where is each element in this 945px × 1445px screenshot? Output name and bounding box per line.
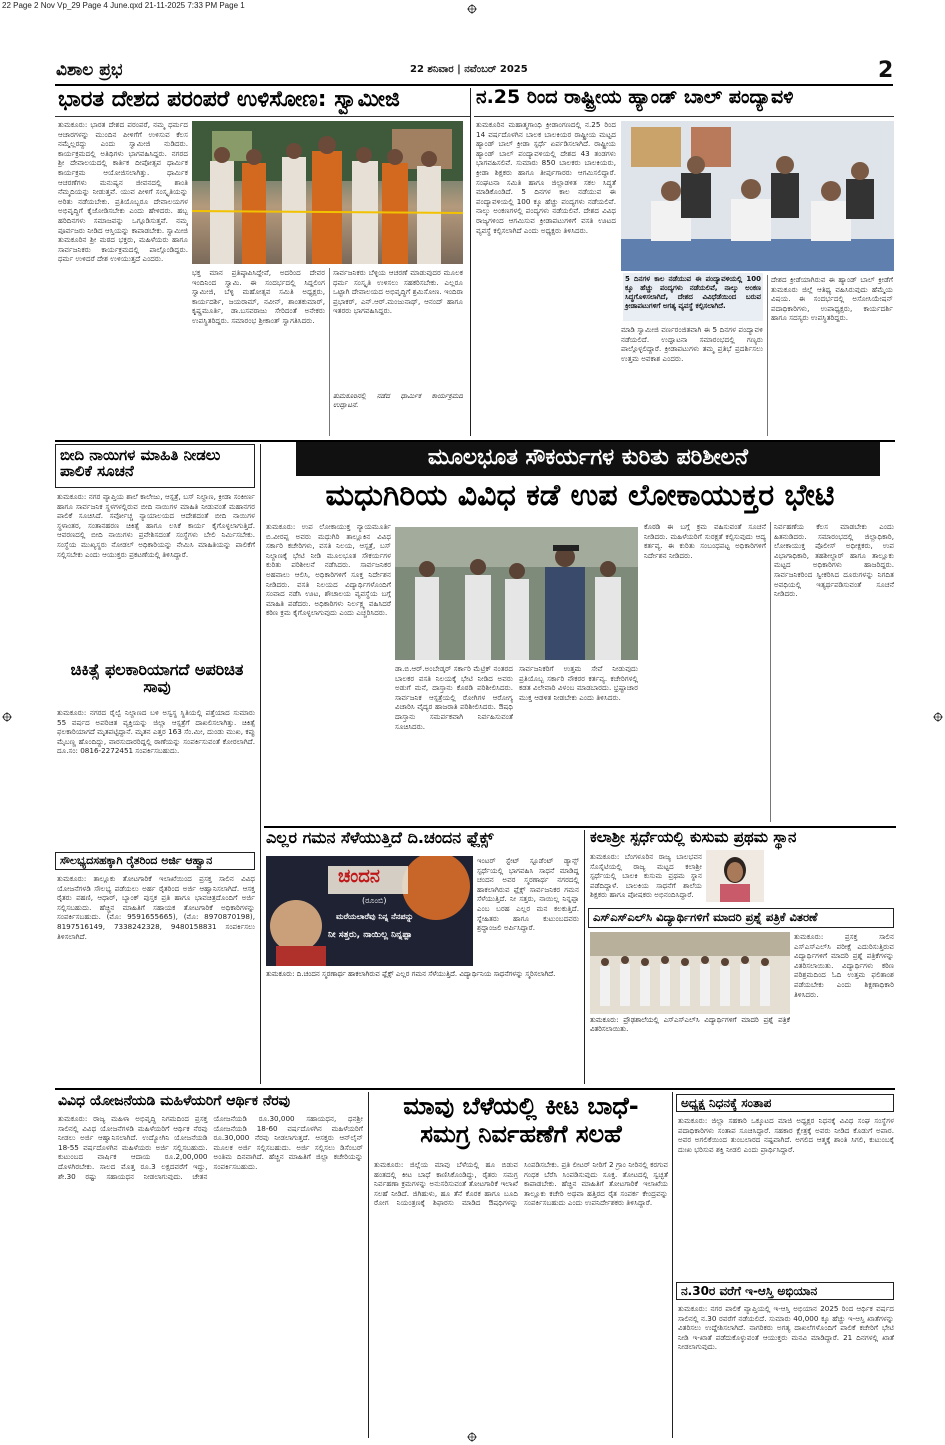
- print-slug: 22 Page 2 Nov Vp_29 Page 4 June.qxd 21-11-2025 7:33 PM Page 1: [2, 1, 245, 10]
- story4-headline: ಚಿಕಿತ್ಸೆ ಫಲಕಾರಿಯಾಗದೆ ಅಪರಿಚಿತ ಸಾವು: [70, 660, 244, 696]
- story11-headline-line2: ಸಮಗ್ರ ನಿರ್ವಹಣೆಗೆ ಸಲಹೆ: [420, 1120, 622, 1148]
- story6-headline: ಮಧುಗಿರಿಯ ವಿವಿಧ ಕಡೆ ಉಪ ಲೋಕಾಯುಕ್ತರ ಭೇಟಿ: [325, 478, 835, 513]
- column-divider: [368, 1092, 369, 1438]
- story12-body: ತುಮಕೂರು: ಜಿಲ್ಲಾ ಸಹಕಾರಿ ಒಕ್ಕೂಟದ ಮಾಜಿ ಅಧ್ಯಕ್ಷರ ನಿಧನಕ್ಕೆ ವಿವಿಧ ಸಂಘ ಸಂಸ್ಥೆಗಳ ಪದಾಧಿಕಾರಿಗಳು ಸಂತಾಪ ಸೂಚಿಸಿದ್ದಾರೆ. ಸಹಕಾರ ಕ್ಷೇತ್ರಕ್ಕೆ ಅವರು ನೀಡಿದ ಕೊಡುಗೆ ಅಪಾರ. ಅವರ ಅಗಲಿಕೆಯಿಂದ ತುಂಬಲಾರದ ನಷ್ಟವಾಗಿದೆ. ಅಗಲಿದ ಆತ್ಮಕ್ಕೆ ಶಾಂತಿ ಸಿಗಲಿ, ಕುಟುಂಬಕ್ಕೆ ದುಃಖ ಭರಿಸುವ ಶಕ್ತಿ ನೀಡಲಿ ಎಂದು ಪ್ರಾರ್ಥಿಸಿದ್ದಾರೆ.: [678, 1116, 894, 1154]
- story6-col3: ನಿರ್ವಹಣೆಯ ಕೆಲಸ ಮಾಡಬೇಕು ಎಂದು ಹಿತನುಡಿದರು. ಸಮಾರಂಭದಲ್ಲಿ ಜಿಲ್ಲಾಧಿಕಾರಿ, ಲೋಕಾಯುಕ್ತ ಪೊಲೀಸ್ ಅಧೀಕ್ಷಕರು, ಉಪ ವಿಭಾಗಾಧಿಕಾರಿ, ತಹಶೀಲ್ದಾರ್ ಹಾಗೂ ತಾಲ್ಲೂಕು ಮಟ್ಟದ ಅಧಿಕಾರಿಗಳು ಹಾಜರಿದ್ದರು. ಸಾರ್ವಜನಿಕರಿಂದ ಸ್ವೀಕರಿಸಿದ ದೂರುಗಳನ್ನು ನಿಗದಿತ ಅವಧಿಯಲ್ಲಿ ಇತ್ಯರ್ಥಪಡಿಸುವಂತೆ ಸೂಚನೆ ನೀಡಿದರು.: [774, 522, 894, 599]
- column-divider: [329, 268, 330, 436]
- story2-col2: ಮಾಡಿ ಸ್ವಾಮೀಜಿ ವರ್ಣರಂಜಿತವಾಗಿ ಈ 5 ದಿನಗಳ ಪಂದ್ಯಾವಳಿ ನಡೆಯಲಿದೆ. ಉದ್ಘಾಟನಾ ಸಮಾರಂಭದಲ್ಲಿ ಗಣ್ಯರು ಪಾಲ್ಗೊಳ್ಳಲಿದ್ದಾರೆ. ಕ್ರೀಡಾಪಟುಗಳು ತಮ್ಮ ಪ್ರತಿಭೆ ಪ್ರದರ್ಶಿಸಲು ಉತ್ತಮ ಅವಕಾಶ ಎಂದರು.: [621, 325, 763, 363]
- section-rule: [55, 1088, 895, 1090]
- column-divider: [770, 522, 771, 822]
- story2-caption: 5 ದಿನಗಳ ಕಾಲ ನಡೆಯುವ ಈ ಪಂದ್ಯಾವಳಿಯಲ್ಲಿ 100 ಕ್ಕೂ ಹೆಚ್ಚು ಪಂದ್ಯಗಳು ನಡೆಯಲಿವೆ, ನಾಲ್ಕು ಅಂಕಣ ಸಿದ್ಧಗೊಳಿಸಲಾಗಿದೆ, ದೇಶದ ವಿವಿಧೆಡೆಯಿಂದ ಬರುವ ಕ್ರೀಡಾಪಟುಗಳಿಗೆ ಅಗತ್ಯ ವ್ಯವಸ್ಥೆ ಕಲ್ಪಿಸಲಾಗಿದೆ.: [623, 273, 763, 321]
- story6-col2: ಡಾ.ಬಿ.ಆರ್.ಅಂಬೇಡ್ಕರ್ ಸರ್ಕಾರಿ ಮೆಟ್ರಿಕ್ ನಂತರದ ಬಾಲಕರ ವಸತಿ ನಿಲಯಕ್ಕೆ ಭೇಟಿ ನೀಡಿದ ಅವರು ಅಡುಗೆ ಮನೆ, ದಾಸ್ತಾನು ಕೊಠಡಿ ಪರಿಶೀಲಿಸಿದರು. ಸಾರ್ವಜನಿಕ ಆಸ್ಪತ್ರೆಯಲ್ಲಿ ರೋಗಿಗಳ ಆರೋಗ್ಯ ವಿಚಾರಿಸಿ ವೈದ್ಯರ ಹಾಜರಾತಿ ಪರಿಶೀಲಿಸಿದರು. ಔಷಧಿ ದಾಸ್ತಾನು ಸಮರ್ಪಕವಾಗಿ ನಿರ್ವಹಿಸುವಂತೆ ಸೂಚಿಸಿದರು.: [395, 664, 513, 731]
- story1-col1: ತುಮಕೂರು: ಭಾರತ ದೇಶದ ಪರಂಪರೆ, ನಮ್ಮ ಧರ್ಮದ ಆಚಾರಗಳನ್ನು ಮುಂದಿನ ಪೀಳಿಗೆಗೆ ಉಳಿಸುವ ಕೆಲಸ ನಮ್ಮೆಲ್ಲರದ್ದು ಎಂದು ಸ್ವಾಮೀಜಿ ನುಡಿದರು. ಕಾರ್ಯಕ್ರಮದಲ್ಲಿ ಅತಿಥಿಗಳು ಭಾಗವಹಿಸಿದ್ದರು. ನಗರದ ಶ್ರೀ ದೇವಾಲಯದಲ್ಲಿ ಕಾರ್ತಿಕ ದೀಪೋತ್ಸವ ಧಾರ್ಮಿಕ ಕಾರ್ಯಕ್ರಮ ಆಯೋಜಿಸಲಾಗಿತ್ತು. ಧಾರ್ಮಿಕ ಆಚರಣೆಗಳು ಮನುಷ್ಯನ ಜೀವನದಲ್ಲಿ ಶಾಂತಿ ನೆಮ್ಮದಿಯನ್ನು ನೀಡುತ್ತವೆ. ಯುವ ಪೀಳಿಗೆ ಸಂಸ್ಕೃತಿಯನ್ನು ಅರಿತು ನಡೆಯಬೇಕು. ಪ್ರತಿಯೊಬ್ಬರೂ ದೇವಾಲಯಗಳ ಅಭಿವೃದ್ಧಿಗೆ ಕೈಜೋಡಿಸಬೇಕು ಎಂದು ಹೇಳಿದರು. ಹಬ್ಬ ಹರಿದಿನಗಳು ಸಮಾಜವನ್ನು ಒಗ್ಗೂಡಿಸುತ್ತವೆ. ನಮ್ಮ ಪೂರ್ವಜರು ನೀಡಿದ ಆಸ್ತಿಯನ್ನು ಕಾಪಾಡಬೇಕು. ಸ್ವಾಮೀಜಿ ತುಮಕೂರಿನ ಶ್ರೀ ಮಠದ ಭಕ್ತರು, ಮಹಿಳೆಯರು ಹಾಗೂ ಸಾರ್ವಜನಿಕರು ಕಾರ್ಯಕ್ರಮದಲ್ಲಿ ಪಾಲ್ಗೊಂಡಿದ್ದರು. ಧರ್ಮ ಉಳಿದರೆ ದೇಶ ಉಳಿಯುತ್ತದೆ ಎಂದರು.: [58, 120, 188, 264]
- story2-col3: ದೇಶದ ಕ್ರೀಡೆಯಾಗಿರುವ ಈ ಹ್ಯಾಂಡ್ ಬಾಲ್ ಕ್ರೀಡೆಗೆ ತುಮಕೂರು ಜಿಲ್ಲೆ ಆತಿಥ್ಯ ವಹಿಸಿರುವುದು ಹೆಮ್ಮೆಯ ವಿಷಯ. ಈ ಸಂದರ್ಭದಲ್ಲಿ ಅಸೋಸಿಯೇಷನ್ ಪದಾಧಿಕಾರಿಗಳು, ಉಪಾಧ್ಯಕ್ಷರು, ಕಾರ್ಯದರ್ಶಿ ಹಾಗೂ ಸದಸ್ಯರು ಉಪಸ್ಥಿತರಿದ್ದರು.: [771, 275, 893, 323]
- lokayukta-visit-photo-icon: [395, 527, 638, 660]
- story7-flex-photo: [266, 856, 473, 966]
- story13-headline-box: [676, 1282, 894, 1300]
- story12-headline: ಅಧ್ಯಕ್ಷ ನಿಧನಕ್ಕೆ ಸಂತಾಪ: [681, 1096, 772, 1110]
- story5-headline: ಸೌಲಭ್ಯದಸಹಕ್ಕಾಗಿ ರೈತರಿಂದ ಅರ್ಜಿ ಆಹ್ವಾನ: [60, 854, 213, 867]
- story5-body: ತುಮಕೂರು: ತಾಲ್ಲೂಕು ತೋಟಗಾರಿಕೆ ಇಲಾಖೆಯಿಂದ ಪ್ರಸಕ್ತ ಸಾಲಿನ ವಿವಿಧ ಯೋಜನೆಗಳಡಿ ಸೌಲಭ್ಯ ಪಡೆಯಲು ಅರ್ಹ ರೈತರಿಂದ ಅರ್ಜಿ ಆಹ್ವಾನಿಸಲಾಗಿದೆ. ಆಸಕ್ತ ರೈತರು ಪಹಣಿ, ಆಧಾರ್, ಬ್ಯಾಂಕ್ ಪುಸ್ತಕ ಪ್ರತಿ ಹಾಗೂ ಭಾವಚಿತ್ರದೊಂದಿಗೆ ಅರ್ಜಿ ಸಲ್ಲಿಸಬಹುದು. ಹೆಚ್ಚಿನ ಮಾಹಿತಿಗೆ ಸಹಾಯಕ ತೋಟಗಾರಿಕೆ ಅಧಿಕಾರಿಗಳನ್ನು ಸಂಪರ್ಕಿಸಬಹುದು. (ಮೊ: 9591655665), (ಮೊ: 8970870198), 8197516149, 7338242328, 9480158831 ಸಂಪರ್ಕಿಸಲು ತಿಳಿಸಲಾಗಿದೆ.: [57, 874, 255, 941]
- story1-rule: [55, 116, 470, 117]
- flex-line1: ಮರೆಯಲಾರೆವು ನಿನ್ನ ನೆನಪನ್ನು: [336, 912, 414, 921]
- story3-body: ತುಮಕೂರು: ನಗರ ವ್ಯಾಪ್ತಿಯ ಶಾಲೆ ಕಾಲೇಜು, ಆಸ್ಪತ್ರೆ, ಬಸ್ ನಿಲ್ದಾಣ, ಕ್ರೀಡಾ ಸಂಕೀರ್ಣ ಹಾಗೂ ಸಾರ್ವಜನಿಕ ಸ್ಥಳಗಳಲ್ಲಿರುವ ಬೀದಿ ನಾಯಿಗಳ ಮಾಹಿತಿ ನೀಡುವಂತೆ ಮಹಾನಗರ ಪಾಲಿಕೆ ಸೂಚಿಸಿದೆ. ಸರ್ವೋಚ್ಚ ನ್ಯಾಯಾಲಯದ ಆದೇಶದಂತೆ ಬೀದಿ ನಾಯಿಗಳ ಸ್ಥಳಾಂತರ, ಸಂತಾನಹರಣ ಚಿಕಿತ್ಸೆ ಹಾಗೂ ಲಸಿಕೆ ಕಾರ್ಯ ಕೈಗೊಳ್ಳಲಾಗುತ್ತಿದೆ. ಆವರಣದಲ್ಲಿ ಬೀದಿ ನಾಯಿಗಳು ಪ್ರವೇಶಿಸದಂತೆ ಸಂಸ್ಥೆಗಳು ಬೇಲಿ ನಿರ್ಮಿಸಬೇಕು. ಸಂಸ್ಥೆಯ ಮುಖ್ಯಸ್ಥರು ನೋಡಲ್ ಅಧಿಕಾರಿಯನ್ನು ನೇಮಿಸಿ ಮಾಹಿತಿಯನ್ನು ಪಾಲಿಕೆಗೆ ಸಲ್ಲಿಸಬೇಕು ಎಂದು ಆಯುಕ್ತರು ಪ್ರಕಟಣೆಯಲ್ಲಿ ತಿಳಿಸಿದ್ದಾರೆ.: [57, 492, 255, 559]
- story5-headline-box: [55, 852, 255, 870]
- story7-caption: ತುಮಕೂರು: ದಿ.ಚಂದನ ಸ್ಮರಣಾರ್ಥ ಹಾಕಲಾಗಿರುವ ಫ್ಲೆಕ್ಸ್ ಎಲ್ಲರ ಗಮನ ಸೆಳೆಯುತ್ತಿದೆ. ವಿದ್ಯಾರ್ಥಿನಿಯ ಸಾಧನೆಗಳನ್ನು ಸ್ಮರಿಸಲಾಗಿದೆ.: [266, 970, 556, 978]
- inauguration-photo-icon: [192, 121, 463, 264]
- story4-body: ತುಮಕೂರು: ನಗರದ ರೈಲ್ವೆ ನಿಲ್ದಾಣದ ಬಳಿ ಅಸ್ವಸ್ಥ ಸ್ಥಿತಿಯಲ್ಲಿ ಪತ್ತೆಯಾದ ಸುಮಾರು 55 ವರ್ಷದ ಅಪರಿಚಿತ ವ್ಯಕ್ತಿಯನ್ನು ಜಿಲ್ಲಾ ಆಸ್ಪತ್ರೆಗೆ ದಾಖಲಿಸಲಾಗಿತ್ತು. ಚಿಕಿತ್ಸೆ ಫಲಕಾರಿಯಾಗದೆ ಮೃತಪಟ್ಟಿದ್ದಾನೆ. ಮೃತನ ಎತ್ತರ 163 ಸೆಂ.ಮೀ, ದುಂಡು ಮುಖ, ಕಪ್ಪು ಮೈಬಣ್ಣ ಹೊಂದಿದ್ದು, ವಾರಸುದಾರರಿದ್ದಲ್ಲಿ ಠಾಣೆಯನ್ನು ಸಂಪರ್ಕಿಸುವಂತೆ ಕೋರಲಾಗಿದೆ. ದೂ.ಸಂ: 0816-2272451 ಸಂಪರ್ಕಿಸಬಹುದು.: [57, 708, 255, 756]
- registration-mark-icon: [2, 712, 12, 722]
- story7-body: ಇಂಟರ್ ಸ್ಟೇಟ್ ಸ್ಟೂಡೆಂಟ್ ಡ್ಯಾನ್ಸ್ ಸ್ಪರ್ಧೆಯಲ್ಲಿ ಭಾಗವಹಿಸಿ ಸಾಧನೆ ಮಾಡಿದ್ದ ಚಂದನ ಅವರ ಸ್ಮರಣಾರ್ಥ ನಗರದಲ್ಲಿ ಹಾಕಲಾಗಿರುವ ಫ್ಲೆಕ್ಸ್ ಸಾರ್ವಜನಿಕರ ಗಮನ ಸೆಳೆಯುತ್ತಿದೆ. ನೀ ಸತ್ತರು, ನಾಯಿಲ್ಲ ನಿನ್ನಪ್ಪಾ ಎಂಬ ಬರಹ ಎಲ್ಲರ ಮನ ಕಲಕುತ್ತಿದೆ. ಸ್ನೇಹಿತರು ಹಾಗೂ ಕುಟುಂಬದವರು ಶ್ರದ್ಧಾಂಜಲಿ ಅರ್ಪಿಸಿದ್ದಾರೆ.: [477, 856, 579, 933]
- story9-headline-box: [588, 908, 894, 928]
- story7-headline: ಎಲ್ಲರ ಗಮನ ಸೆಳೆಯುತ್ತಿದೆ ದಿ.ಚಂದನ ಫ್ಲೆಕ್ಸ್: [266, 828, 494, 847]
- story10-body: ತುಮಕೂರು: ರಾಜ್ಯ ಮಹಿಳಾ ಅಭಿವೃದ್ಧಿ ನಿಗಮದಿಂದ ಪ್ರಸಕ್ತ ಸಾಲಿನಲ್ಲಿ ವಿವಿಧ ಯೋಜನೆಗಳಡಿ ಮಹಿಳೆಯರಿಗೆ ಆರ್ಥಿಕ ನೆರವು ನೀಡಲು ಅರ್ಜಿ ಆಹ್ವಾನಿಸಲಾಗಿದೆ. ಉದ್ಯೋಗಿನಿ ಯೋಜನೆಯಡಿ 18-55 ವರ್ಷದೊಳಗಿನ ಮಹಿಳೆಯರು ಅರ್ಜಿ ಸಲ್ಲಿಸಬಹುದು. ಕುಟುಂಬದ ವಾರ್ಷಿಕ ಆದಾಯ ರೂ.2,00,000 ದೊಳಗಿರಬೇಕು. ಸಾಲದ ಮೊತ್ತ ರೂ.3 ಲಕ್ಷದವರೆಗೆ ಇದ್ದು, ಶೇ.30 ರಷ್ಟು ಸಹಾಯಧನ ನೀಡಲಾಗುವುದು. ಚೇತನ ಯೋಜನೆಯಡಿ ರೂ.30,000 ಸಹಾಯಧನ, ಧನಶ್ರೀ ಯೋಜನೆಯಡಿ 18-60 ವರ್ಷದೊಳಗಿನ ಮಹಿಳೆಯರಿಗೆ ರೂ.30,000 ನೆರವು ನೀಡಲಾಗುತ್ತದೆ. ಆಸಕ್ತರು ಆನ್‌ಲೈನ್ ಮೂಲಕ ಅರ್ಜಿ ಸಲ್ಲಿಸಬಹುದು. ಅರ್ಜಿ ಸಲ್ಲಿಸಲು ಡಿಸೆಂಬರ್ ಅಂತಿಮ ದಿನವಾಗಿದೆ. ಹೆಚ್ಚಿನ ಮಾಹಿತಿಗೆ ಜಿಲ್ಲಾ ಕಚೇರಿಯನ್ನು ಸಂಪರ್ಕಿಸಬಹುದು.: [58, 1114, 363, 1181]
- story8-headline: ಕಲಾಶ್ರೀ ಸ್ಪರ್ಧೆಯಲ್ಲಿ ಕುಸುಮ ಪ್ರಥಮ ಸ್ಥಾನ: [590, 828, 797, 846]
- registration-mark-icon: [933, 712, 943, 722]
- page-number: 2: [878, 58, 894, 83]
- column-divider: [470, 88, 471, 436]
- story2-photo: [621, 121, 894, 271]
- story11-headline-line1: ಮಾವು ಬೆಳೆಯಲ್ಲಿ ಕೀಟ ಬಾಧೆ-: [403, 1092, 639, 1120]
- portrait-icon: [706, 850, 764, 902]
- story6-banner: ಮೂಲಭೂತ ಸೌಕರ್ಯಗಳ ಕುರಿತು ಪರಿಶೀಲನೆ: [427, 445, 749, 470]
- story1-col2: ಭಕ್ತ ಮಾನ ಪ್ರತಿಷ್ಠಾಪಿಸಿದ್ದೇವೆ, ಅದರಿಂದ ದೇವರ ಇಂದಿನಿಂದ ಸ್ವಾಮಿ. ಈ ಸಂದರ್ಭದಲ್ಲಿ ಸಿದ್ದಲಿಂಗ ಸ್ವಾಮೀಜಿ, ಬೆಳ್ಳಿ ಮಹೋತ್ಸವ ಸಮಿತಿ ಅಧ್ಯಕ್ಷರು, ಕಾರ್ಯದರ್ಶಿ, ಜಯರಾಮ್, ನವೀನ್, ಶಾಂತಕುಮಾರ್, ಕೃಷ್ಣಮೂರ್ತಿ, ಡಾ.ಬಸವರಾಜು ಸೇರಿದಂತೆ ಅನೇಕರು ಉಪಸ್ಥಿತರಿದ್ದರು. ಸಮಾರಂಭ ಶ್ರೀಕಾಂತ್ ಸ್ವಾಗತಿಸಿದರು.: [192, 268, 325, 325]
- story6-photo: [395, 527, 638, 660]
- story13-body: ತುಮಕೂರು: ನಗರ ಪಾಲಿಕೆ ವ್ಯಾಪ್ತಿಯಲ್ಲಿ ಇ-ಆಸ್ತಿ ಅಭಿಯಾನ 2025 ರಿಂದ ಆರ್ಥಿಕ ವರ್ಷದ ಸಾಲಿನಲ್ಲಿ ನ.30 ರವರೆಗೆ ನಡೆಯಲಿದೆ. ಸುಮಾರು 40,000 ಕ್ಕೂ ಹೆಚ್ಚು ಇ-ಆಸ್ತಿ ಖಾತೆಗಳನ್ನು ವಿತರಿಸಲು ಉದ್ದೇಶಿಸಲಾಗಿದೆ. ನಾಗರಿಕರು ಅಗತ್ಯ ದಾಖಲೆಗಳೊಂದಿಗೆ ಪಾಲಿಕೆ ಕಚೇರಿಗೆ ಭೇಟಿ ನೀಡಿ ಇ-ಖಾತೆ ಪಡೆದುಕೊಳ್ಳುವಂತೆ ಆಯುಕ್ತರು ಮನವಿ ಮಾಡಿದ್ದಾರೆ. 21 ದಿನಗಳಲ್ಲಿ ಖಾತೆ ನೀಡಲಾಗುವುದು.: [678, 1304, 894, 1352]
- story1-col3: ಸಾರ್ವಜನಿಕರು ಬೆಳ್ಳಿಯ ಆಚರಣೆ ಮಾಡುವುದರ ಮೂಲಕ ಧರ್ಮ ಸಂಸ್ಕೃತಿ ಉಳಿಸಲು ಸಹಕರಿಸಬೇಕು. ಎಲ್ಲರೂ ಒಟ್ಟಾಗಿ ದೇವಾಲಯದ ಅಭಿವೃದ್ಧಿಗೆ ಶ್ರಮಿಸೋಣ. ಇಂದಿರಾ ಪ್ರಭಾಕರ್, ಎನ್.ಆರ್.ಮಂಜುನಾಥ್, ಆನಂದ್ ಹಾಗೂ ಇತರರು ಭಾಗವಹಿಸಿದ್ದರು.: [333, 268, 463, 316]
- flex-subtitle: (ರೂಂಬಿ): [362, 896, 387, 905]
- story9-body: ತುಮಕೂರು: ಪ್ರಸಕ್ತ ಸಾಲಿನ ಎಸ್‌ಎಸ್‌ಎಲ್‌ಸಿ ಪರೀಕ್ಷೆ ಎದುರಿಸುತ್ತಿರುವ ವಿದ್ಯಾರ್ಥಿಗಳಿಗೆ ಮಾದರಿ ಪ್ರಶ್ನೆ ಪತ್ರಿಕೆಗಳನ್ನು ವಿತರಿಸಲಾಯಿತು. ವಿದ್ಯಾರ್ಥಿಗಳು ಕಠಿಣ ಪರಿಶ್ರಮದಿಂದ ಓದಿ ಉತ್ತಮ ಫಲಿತಾಂಶ ಪಡೆಯಬೇಕು ಎಂದು ಶಿಕ್ಷಣಾಧಿಕಾರಿ ತಿಳಿಸಿದರು.: [794, 932, 894, 999]
- meeting-photo-icon: [621, 121, 894, 271]
- masthead-date: 22 ಶನಿವಾರ | ನವೆಂಬರ್ 2025: [410, 64, 528, 75]
- flex-line2: ನೀ ಸತ್ತರು, ನಾಯಿಲ್ಲ ನಿನ್ನಪ್ಪಾ: [328, 930, 412, 940]
- masthead-title: ವಿಶಾಲ ಪ್ರಭ: [56, 60, 123, 80]
- column-divider: [767, 275, 768, 436]
- story6-col4: ಸಾರ್ವಜನಿಕರಿಗೆ ಉತ್ತಮ ಸೇವೆ ನೀಡುವುದು ಪ್ರತಿಯೊಬ್ಬ ಸರ್ಕಾರಿ ನೌಕರರ ಕರ್ತವ್ಯ. ಕಚೇರಿಗಳಲ್ಲಿ ಕಡತ ವಿಲೇವಾರಿ ವಿಳಂಬ ಮಾಡಬಾರದು. ಭ್ರಷ್ಟಾಚಾರ ಮುಕ್ತ ಆಡಳಿತ ನೀಡಬೇಕು ಎಂದು ತಿಳಿಸಿದರು.: [519, 664, 638, 702]
- registration-mark-icon: [467, 4, 477, 14]
- column-divider: [672, 1092, 673, 1438]
- kusuma-portrait: [706, 850, 764, 902]
- story10-headline: ವಿವಿಧ ಯೋಜನೆಯಡಿ ಮಹಿಳೆಯರಿಗೆ ಆರ್ಥಿಕ ನೆರವು: [58, 1093, 291, 1109]
- flex-title: ಚಂದನ: [338, 866, 380, 887]
- story1-headline: ಭಾರತ ದೇಶದ ಪರಂಪರೆ ಉಳಿಸೋಣ: ಸ್ವಾಮೀಜಿ: [58, 87, 400, 112]
- story6-col1: ತುಮಕೂರು: ಉಪ ಲೋಕಾಯುಕ್ತ ನ್ಯಾಯಮೂರ್ತಿ ಬಿ.ವೀರಪ್ಪ ಅವರು ಮಧುಗಿರಿ ತಾಲ್ಲೂಕಿನ ವಿವಿಧ ಸರ್ಕಾರಿ ಕಚೇರಿಗಳು, ವಸತಿ ನಿಲಯ, ಆಸ್ಪತ್ರೆ, ಬಸ್ ನಿಲ್ದಾಣಕ್ಕೆ ಭೇಟಿ ನೀಡಿ ಮೂಲಭೂತ ಸೌಕರ್ಯಗಳ ಕುರಿತು ಪರಿಶೀಲನೆ ನಡೆಸಿದರು. ಸಾರ್ವಜನಿಕರ ಅಹವಾಲು ಆಲಿಸಿ, ಅಧಿಕಾರಿಗಳಿಗೆ ಸೂಕ್ತ ನಿರ್ದೇಶನ ನೀಡಿದರು. ವಸತಿ ನಿಲಯದ ವಿದ್ಯಾರ್ಥಿಗಳೊಂದಿಗೆ ಸಂವಾದ ನಡೆಸಿ ಊಟ, ಶೌಚಾಲಯ ವ್ಯವಸ್ಥೆಯ ಬಗ್ಗೆ ಮಾಹಿತಿ ಪಡೆದರು. ಅಧಿಕಾರಿಗಳು ನಿರ್ಲಕ್ಷ್ಯ ವಹಿಸಿದರೆ ಕಠಿಣ ಕ್ರಮ ಕೈಗೊಳ್ಳಲಾಗುವುದು ಎಂದು ಎಚ್ಚರಿಸಿದರು.: [266, 522, 391, 618]
- story2-headline: ನ.25 ರಿಂದ ರಾಷ್ಟ್ರೀಯ ಹ್ಯಾಂಡ್ ಬಾಲ್ ಪಂದ್ಯಾವಳಿ: [476, 86, 794, 108]
- story2-col1: ತುಮಕೂರಿನ ಮಹಾತ್ಮಗಾಂಧಿ ಕ್ರೀಡಾಂಗಣದಲ್ಲಿ ನ.25 ರಿಂದ 14 ವರ್ಷದೊಳಗಿನ ಬಾಲಕ ಬಾಲಕಿಯರ ರಾಷ್ಟ್ರೀಯ ಮಟ್ಟದ ಹ್ಯಾಂಡ್ ಬಾಲ್ ಕ್ರೀಡಾ ಸ್ಪರ್ಧೆ ಏರ್ಪಡಿಸಲಾಗಿದೆ. ರಾಷ್ಟ್ರೀಯ ಹ್ಯಾಂಡ್ ಬಾಲ್ ಪಂದ್ಯಾವಳಿಯಲ್ಲಿ ದೇಶದ 43 ತಂಡಗಳು ಭಾಗವಹಿಸಲಿವೆ. ಸುಮಾರು 850 ಬಾಲಕರು ಬಾಲಕಿಯರು, ಕ್ರೀಡಾ ಶಿಕ್ಷಕರು ಹಾಗೂ ತೀರ್ಪುಗಾರರು ಆಗಮಿಸಲಿದ್ದಾರೆ. ಸಂಘಟನಾ ಸಮಿತಿ ಹಾಗೂ ಜಿಲ್ಲಾಡಳಿತ ಸಕಲ ಸಿದ್ಧತೆ ಮಾಡಿಕೊಂಡಿದೆ. 5 ದಿನಗಳ ಕಾಲ ನಡೆಯುವ ಈ ಪಂದ್ಯಾವಳಿಯಲ್ಲಿ 100 ಕ್ಕೂ ಹೆಚ್ಚು ಪಂದ್ಯಗಳು ನಡೆಯಲಿವೆ. ನಾಲ್ಕು ಅಂಕಣಗಳಲ್ಲಿ ಪಂದ್ಯಗಳು ನಡೆಯಲಿವೆ. ದೇಶದ ವಿವಿಧ ರಾಜ್ಯಗಳಿಂದ ಆಗಮಿಸುವ ಕ್ರೀಡಾಪಟುಗಳಿಗೆ ವಸತಿ ಊಟದ ವ್ಯವಸ್ಥೆ ಕಲ್ಪಿಸಲಾಗಿದೆ ಎಂದು ಅಧ್ಯಕ್ಷರು ತಿಳಿಸಿದರು.: [476, 120, 616, 235]
- story9-headline: ಎಸ್‌ಎಸ್‌ಎಲ್‌ಸಿ ವಿದ್ಯಾರ್ಥಿಗಳಿಗೆ ಮಾದರಿ ಪ್ರಶ್ನೆ ಪತ್ರಿಕೆ ವಿತರಣೆ: [593, 910, 818, 924]
- column-divider: [260, 444, 261, 1084]
- column-divider: [584, 830, 585, 1084]
- story1-caption: ತುಮಕೂರಿನಲ್ಲಿ ನಡೆದ ಧಾರ್ಮಿಕ ಕಾರ್ಯಕ್ರಮದ ಉದ್ಘಾಟನೆ.: [333, 392, 463, 409]
- story9-photo: [590, 932, 790, 1014]
- story6-col5: ಕೊಠಡಿ ಈ ಬಗ್ಗೆ ಕ್ರಮ ವಹಿಸುವಂತೆ ಸೂಚನೆ ನೀಡಿದರು. ಮಹಿಳೆಯರಿಗೆ ಸುರಕ್ಷತೆ ಕಲ್ಪಿಸುವುದು ಆದ್ಯ ಕರ್ತವ್ಯ. ಈ ಕುರಿತು ಸಂಬಂಧಪಟ್ಟ ಅಧಿಕಾರಿಗಳಿಗೆ ನಿರ್ದೇಶನ ನೀಡಿದರು.: [644, 522, 766, 560]
- story8-body-cont: [768, 852, 894, 904]
- story2-rule: [474, 116, 894, 117]
- story1-photo: [192, 121, 463, 264]
- story3-headline: ಬೀದಿ ನಾಯಿಗಳ ಮಾಹಿತಿ ನೀಡಲು ಪಾಲಿಕೆ ಸೂಚನೆ: [60, 446, 221, 480]
- story12-headline-box: [676, 1094, 894, 1112]
- story9-caption: ತುಮಕೂರು: ಪ್ರೌಢಶಾಲೆಯಲ್ಲಿ ಎಸ್‌ಎಸ್‌ಎಲ್‌ಸಿ ವಿದ್ಯಾರ್ಥಿಗಳಿಗೆ ಮಾದರಿ ಪ್ರಶ್ನೆ ಪತ್ರಿಕೆ ವಿತರಿಸಲಾಯಿತು.: [590, 1016, 790, 1033]
- students-group-photo-icon: [590, 932, 790, 1014]
- story3-headline-box: [55, 444, 255, 488]
- story13-headline: ನ.30ರ ವರೆಗೆ ಇ-ಆಸ್ತಿ ಅಭಿಯಾನ: [681, 1284, 818, 1298]
- story11-body: ತುಮಕೂರು: ಜಿಲ್ಲೆಯ ಮಾವು ಬೆಳೆಯಲ್ಲಿ ಹೂ ಬಿಡುವ ಹಂತದಲ್ಲಿ ಕೀಟ ಬಾಧೆ ಕಾಣಿಸಿಕೊಂಡಿದ್ದು, ರೈತರು ಸಮಗ್ರ ನಿರ್ವಹಣಾ ಕ್ರಮಗಳನ್ನು ಅನುಸರಿಸುವಂತೆ ತೋಟಗಾರಿಕೆ ಇಲಾಖೆ ಸಲಹೆ ನೀಡಿದೆ. ಜಿಗಿಹುಳು, ಹೂ ತೆನೆ ಕೊರಕ ಹಾಗೂ ಬೂದಿ ರೋಗ ನಿಯಂತ್ರಣಕ್ಕೆ ಶಿಫಾರಸು ಮಾಡಿದ ಔಷಧಿಗಳನ್ನು ಸಿಂಪಡಿಸಬೇಕು. ಪ್ರತಿ ಲೀಟರ್ ನೀರಿಗೆ 2 ಗ್ರಾಂ ನೀರಿನಲ್ಲಿ ಕರಗುವ ಗಂಧಕ ಬೆರೆಸಿ ಸಿಂಪಡಿಸುವುದು ಸೂಕ್ತ. ತೋಟದಲ್ಲಿ ಸ್ವಚ್ಛತೆ ಕಾಪಾಡಬೇಕು. ಹೆಚ್ಚಿನ ಮಾಹಿತಿಗೆ ತೋಟಗಾರಿಕೆ ಇಲಾಖೆಯ ತಾಲ್ಲೂಕು ಕಚೇರಿ ಅಥವಾ ಹತ್ತಿರದ ರೈತ ಸಂಪರ್ಕ ಕೇಂದ್ರವನ್ನು ಸಂಪರ್ಕಿಸಬಹುದು ಎಂದು ಉಪನಿರ್ದೇಶಕರು ತಿಳಿಸಿದ್ದಾರೆ.: [374, 1160, 668, 1208]
- story8-body: ತುಮಕೂರು: ಬೆಂಗಳೂರಿನ ರಾಜ್ಯ ಬಾಲಭವನ ಸೊಸೈಟಿಯಲ್ಲಿ ರಾಜ್ಯ ಮಟ್ಟದ ಕಲಾಶ್ರೀ ಸ್ಪರ್ಧೆಯಲ್ಲಿ ಬಾಲಕಿ ಕುಸುಮ ಪ್ರಥಮ ಸ್ಥಾನ ಪಡೆದಿದ್ದಾಳೆ. ಬಾಲಕಿಯ ಸಾಧನೆಗೆ ಶಾಲೆಯ ಶಿಕ್ಷಕರು ಹಾಗೂ ಪೋಷಕರು ಅಭಿನಂದಿಸಿದ್ದಾರೆ.: [590, 852, 702, 900]
